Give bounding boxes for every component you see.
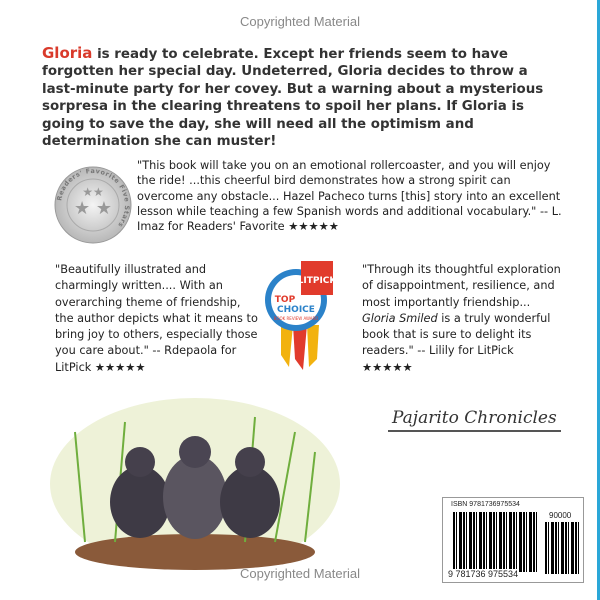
blurb-name: Gloria <box>42 44 93 62</box>
star-rating: ★★★★★ <box>94 360 146 374</box>
review-text: "Beautifully illustrated and charmingly written.... With an overarching theme of friendship, the author depicts what it means to bring joy to others, especially those you care about." -- Rdepaola for LitPick <box>55 263 258 374</box>
review-rdepaola <box>55 262 260 376</box>
review-text: is a truly wonderful book that is sure to delight its readers." -- Lilily for LitPick <box>362 311 551 358</box>
book-title: Gloria Smiled <box>362 311 438 325</box>
blurb-text: is ready to celebrate. Except her friends seem to have forgotten her special day. Undeterred, Gloria decides to throw a last-minute party for her covey. But a warning about a mysterious sorpresa in the clearing threatens to spoil her plans. If Gloria is going to save the day, she will need all the optimism and determination she can muster! <box>42 47 544 150</box>
review-text: "This book will take you on an emotional rollercoaster, and you will enjoy the ride! ...this cheerful bird demonstrates how a strong spirit can overcome any obstacle... Hazel Pacheco turns [this] story into an excellent lesson while teaching a few Spanish words and additional vocabulary." -- L. Imaz for Readers' Favorite <box>137 159 562 234</box>
barcode-number: 9 781736 975534 <box>448 569 519 579</box>
watermark-top: Copyrighted Material <box>240 14 360 29</box>
review-lilily <box>362 262 562 376</box>
series-logo: Pajarito Chronicles <box>388 408 561 432</box>
badge-stars-top-icon: ★★ <box>82 185 104 199</box>
review-readers-favorite <box>137 158 567 234</box>
quail-illustration <box>45 392 345 572</box>
litpick-brand: LITPICK <box>297 276 337 286</box>
star-rating: ★★★★★ <box>362 360 413 374</box>
watermark-bottom: Copyrighted Material <box>240 566 360 581</box>
badge-stars-icon: ★ ★ <box>74 198 112 219</box>
readers-favorite-badge <box>52 164 134 246</box>
book-blurb <box>42 45 562 150</box>
isbn-label: ISBN 9781736975534 <box>451 501 520 508</box>
badge-choice: CHOICE <box>277 305 315 315</box>
badge-sub: BOOK REVIEW AWARD <box>273 316 319 321</box>
badge-top: TOP <box>274 295 296 305</box>
litpick-award-badge <box>263 255 338 373</box>
readers-favorite-label: Readers' Favorite Five Stars <box>55 166 132 230</box>
review-text: "Through its thoughtful exploration of disappointment, resilience, and most importantly friendship... <box>362 263 561 309</box>
barcode-bars-main <box>453 512 538 572</box>
star-rating: ★★★★★ <box>288 220 339 234</box>
price-code: 90000 <box>549 511 572 520</box>
